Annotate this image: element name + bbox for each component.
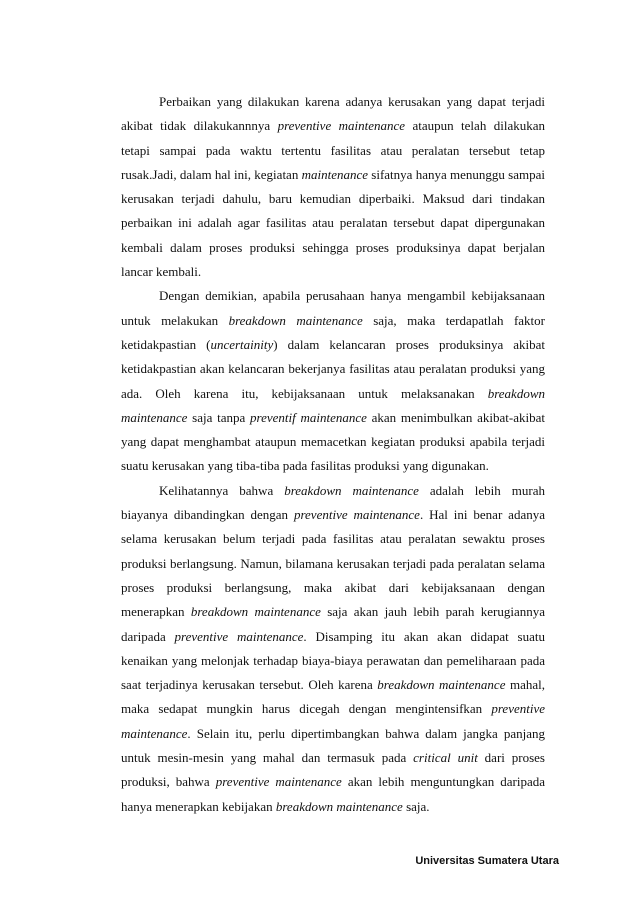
italic-term: breakdown maintenance [377,677,506,693]
italic-term: maintenance [301,166,369,182]
text-run: . Disamping itu akan akan didapat suatu kenaikan yang melonjak terhadap biaya-biaya perawatan dan pemeliharaan pada saat terjadinya kerusakan tersebut. Oleh karena [121,628,545,693]
italic-term: preventive maintenance [174,628,304,644]
italic-term: breakdown maintenance [228,312,363,328]
italic-term: preventive maintenance [215,774,342,790]
text-run: mahal, maka sedapat mungkin harus dicegah dengan mengintensifkan [121,677,545,717]
italic-term: preventive maintenance [277,118,406,134]
text-run: sifatnya hanya menunggu sampai kerusakan terjadi dahulu, baru kemudian diperbaiki. Maksud dari tindakan perbaikan ini adalah agar fasilitas atau peralatan tersebut dapat dipergunakan kembali dalam proses produksi sehingga proses produksinya dapat berjalan lancar kembali. [121,166,545,280]
italic-term: breakdown maintenance [284,482,419,498]
text-run: ataupun telah dilakukan tetapi sampai pada waktu tertentu fasilitas atau peralatan tersebut tetap rusak.Jadi, dalam hal ini, kegiatan [121,118,546,182]
text-run: dari proses produksi, bahwa [121,750,545,790]
text-run: Perbaikan yang dilakukan karena adanya kerusakan yang dapat terjadi akibat tidak dilakukannnya [121,94,545,134]
italic-term: preventif maintenance [250,409,367,425]
footer-institution: Universitas Sumatera Utara [415,855,559,867]
italic-term: breakdown maintenance [121,385,545,425]
body-text [121,90,545,819]
text-run: akan menimbulkan akibat-akibat yang dapat menghambat ataupun memacetkan kegiatan produksi apabila terjadi suatu kerusakan yang tiba-tiba pada fasilitas produksi yang digunakan. [121,409,545,474]
italic-term: preventive maintenance [293,507,420,523]
text-run: . Selain itu, perlu dipertimbangkan bahwa dalam jangka panjang untuk mesin-mesin yang mahal dan termasuk pada [121,725,545,766]
italic-term: breakdown maintenance [275,798,403,814]
text-run: saja tanpa [187,409,250,425]
italic-term: breakdown maintenance [190,604,321,620]
paragraph [121,90,545,284]
text-run: saja, maka terdapatlah faktor ketidakpastian ( [121,312,545,352]
paragraph [121,479,545,819]
text-run: . Hal ini benar adanya selama kerusakan belum terjadi pada fasilitas atau peralatan sewaktu proses produksi berlangsung. Namun, bilamana kerusakan terjadi pada peralatan selama proses produksi berlangsung, maka akibat dari kebijaksanaan dengan menerapkan [121,507,545,620]
text-run: saja akan jauh lebih parah kerugiannya daripada [121,604,545,644]
text-run: ) dalam kelancaran proses produksinya akibat ketidakpastian akan kelancaran bekerjanya fasilitas atau peralatan produksi yang ada. Oleh karena itu, kebijaksanaan untuk melaksanakan [121,336,545,401]
italic-term: preventive maintenance [121,701,545,741]
text-run: Kelihatannya bahwa [159,482,285,498]
text-run: akan lebih menguntungkan daripada hanya menerapkan kebijakan [121,774,545,814]
italic-term: critical unit [413,750,478,766]
italic-term: uncertainity [210,336,274,352]
text-run: adalah lebih murah biayanya dibandingkan dengan [121,482,545,523]
text-run: Dengan demikian, apabila perusahaan hanya mengambil kebijaksanaan untuk melakukan [121,288,545,328]
text-run: saja. [402,798,430,814]
paragraph [121,284,545,478]
